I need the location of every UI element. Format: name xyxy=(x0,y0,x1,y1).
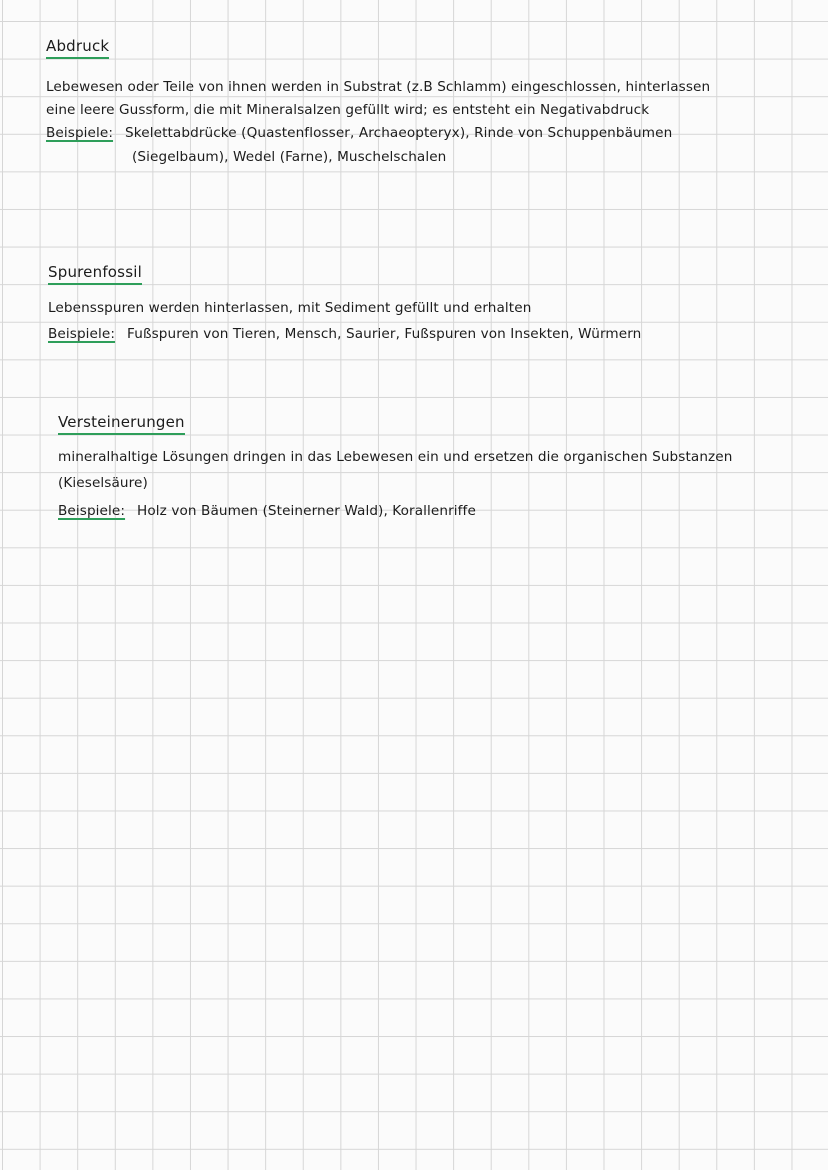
examples-label: Beispiele: xyxy=(48,326,116,342)
examples-label: Beispiele: xyxy=(46,125,114,141)
example-line xyxy=(58,500,828,522)
text-line: eine leere Gussform, die mit Mineralsalzen gefüllt wird; es entsteht ein Negativabdruck xyxy=(46,102,650,118)
section-versteinerungen xyxy=(58,412,828,522)
text-line: Lebewesen oder Teile von ihnen werden in Substrat (z.B Schlamm) eingeschlossen, hinterlassen xyxy=(46,79,711,95)
section-heading: Versteinerungen xyxy=(58,412,185,435)
example-text: Skelettabdrücke (Quastenflosser, Archaeopteryx), Rinde von Schuppenbäumen xyxy=(125,125,673,141)
example-text: Holz von Bäumen (Steinerner Wald), Korallenriffe xyxy=(137,503,476,519)
section-spurenfossil xyxy=(48,262,818,345)
section-heading: Abdruck xyxy=(46,36,109,59)
section-heading: Spurenfossil xyxy=(48,262,142,285)
example-line: (Siegelbaum), Wedel (Farne), Muschelschalen xyxy=(132,149,447,165)
section-abdruck xyxy=(46,36,816,168)
text-line: mineralhaltige Lösungen dringen in das Lebewesen ein und ersetzen die organischen Substanzen xyxy=(58,449,733,465)
examples-label: Beispiele: xyxy=(58,503,126,519)
text-line: Lebensspuren werden hinterlassen, mit Sediment gefüllt und erhalten xyxy=(48,300,532,316)
example-line xyxy=(48,323,818,345)
example-text: Fußspuren von Tieren, Mensch, Saurier, Fußspuren von Insekten, Würmern xyxy=(127,326,642,342)
example-line xyxy=(46,122,816,144)
text-line: (Kieselsäure) xyxy=(58,475,148,491)
